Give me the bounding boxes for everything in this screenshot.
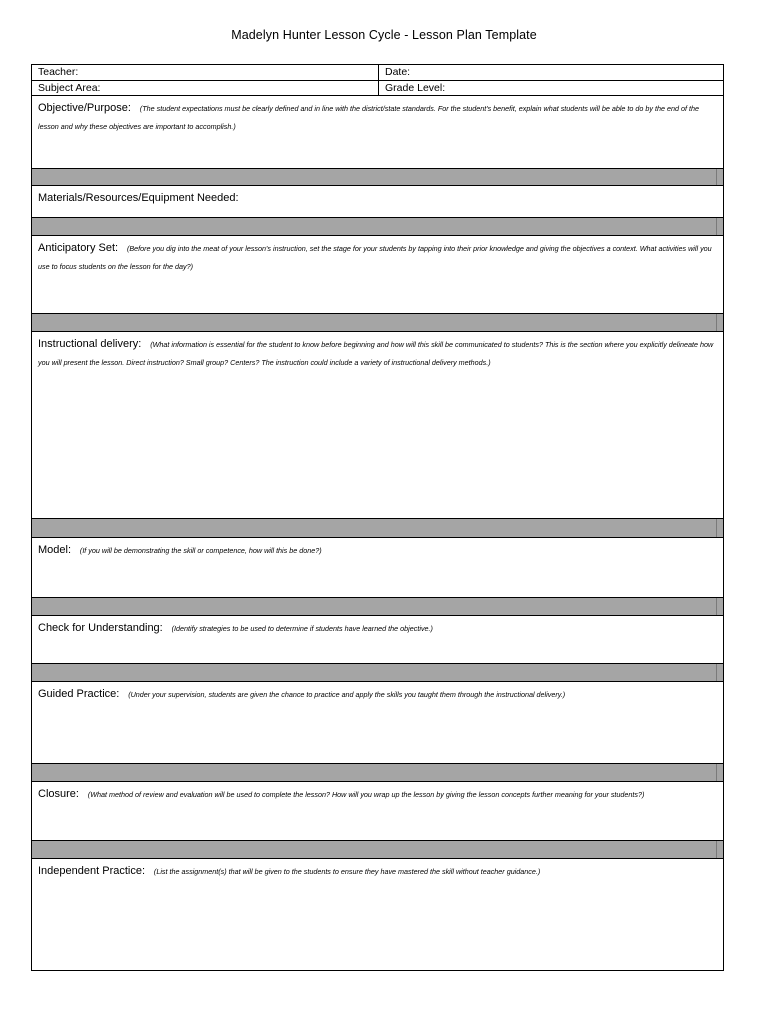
anticipatory-set-hint: (Before you dig into the meat of your lesson's instruction, set the stage for your students by tapping into their prior knowledge and giving the objectives a context. What activities will you use to focus students on the lesson for the day?) <box>38 244 712 271</box>
instructional-delivery-hint: (What information is essential for the student to know before beginning and how will this skill be communicated to students? This is the section where you explicitly delineate how you will present the lesson. Direct instruction? Small group? Centers? The instruction could include a variety of instructional delivery methods.) <box>38 340 714 367</box>
guided-practice-label: Guided Practice: <box>38 688 120 700</box>
separator-bar <box>32 598 723 616</box>
separator-bar <box>32 519 723 538</box>
instructional-delivery-section[interactable] <box>32 332 723 519</box>
closure-label: Closure: <box>38 788 79 800</box>
date-field[interactable] <box>379 65 723 80</box>
closure-hint: (What method of review and evaluation will be used to complete the lesson? How will you wrap up the lesson by giving the lesson concepts further meaning for your students?) <box>87 790 645 799</box>
teacher-label: Teacher: <box>38 66 79 78</box>
separator-bar <box>32 169 723 186</box>
separator-bar <box>32 218 723 236</box>
teacher-date-row <box>32 65 723 81</box>
subject-area-label: Subject Area: <box>38 82 101 94</box>
check-understanding-section[interactable] <box>32 616 723 664</box>
independent-practice-hint: (List the assignment(s) that will be given to the students to ensure they have mastered the skill without teacher guidance.) <box>153 867 541 876</box>
independent-practice-label: Independent Practice: <box>38 865 146 877</box>
grade-level-field[interactable] <box>379 81 723 95</box>
subject-grade-row <box>32 81 723 96</box>
grade-level-label: Grade Level: <box>385 82 446 94</box>
teacher-field[interactable] <box>32 65 379 80</box>
guided-practice-section[interactable] <box>32 682 723 764</box>
document-title: Madelyn Hunter Lesson Cycle - Lesson Plan Template <box>231 28 537 42</box>
anticipatory-set-section[interactable] <box>32 236 723 314</box>
materials-label: Materials/Resources/Equipment Needed: <box>38 192 239 204</box>
model-label: Model: <box>38 544 72 556</box>
check-understanding-hint: (Identify strategies to be used to determine if students have learned the objective.) <box>171 624 433 633</box>
separator-bar <box>32 841 723 859</box>
lesson-plan-form <box>31 64 724 971</box>
separator-bar <box>32 314 723 332</box>
model-hint: (If you will be demonstrating the skill or competence, how will this be done?) <box>79 546 322 555</box>
date-label: Date: <box>385 66 411 78</box>
materials-section[interactable] <box>32 186 723 218</box>
guided-practice-hint: (Under your supervision, students are given the chance to practice and apply the skills you taught them through the instructional delivery.) <box>128 690 566 699</box>
model-section[interactable] <box>32 538 723 598</box>
anticipatory-set-label: Anticipatory Set: <box>38 242 119 254</box>
subject-area-field[interactable] <box>32 81 379 95</box>
check-understanding-label: Check for Understanding: <box>38 622 163 634</box>
objective-hint: (The student expectations must be clearly defined and in line with the district/state standards. For the student's benefit, explain what students will be able to do by the end of the lesson and why these objectives are important to accomplish.) <box>38 104 699 131</box>
separator-bar <box>32 664 723 682</box>
objective-section[interactable] <box>32 96 723 169</box>
closure-section[interactable] <box>32 782 723 841</box>
objective-label: Objective/Purpose: <box>38 102 131 114</box>
instructional-delivery-label: Instructional delivery: <box>38 338 142 350</box>
independent-practice-section[interactable] <box>32 859 723 970</box>
separator-bar <box>32 764 723 782</box>
